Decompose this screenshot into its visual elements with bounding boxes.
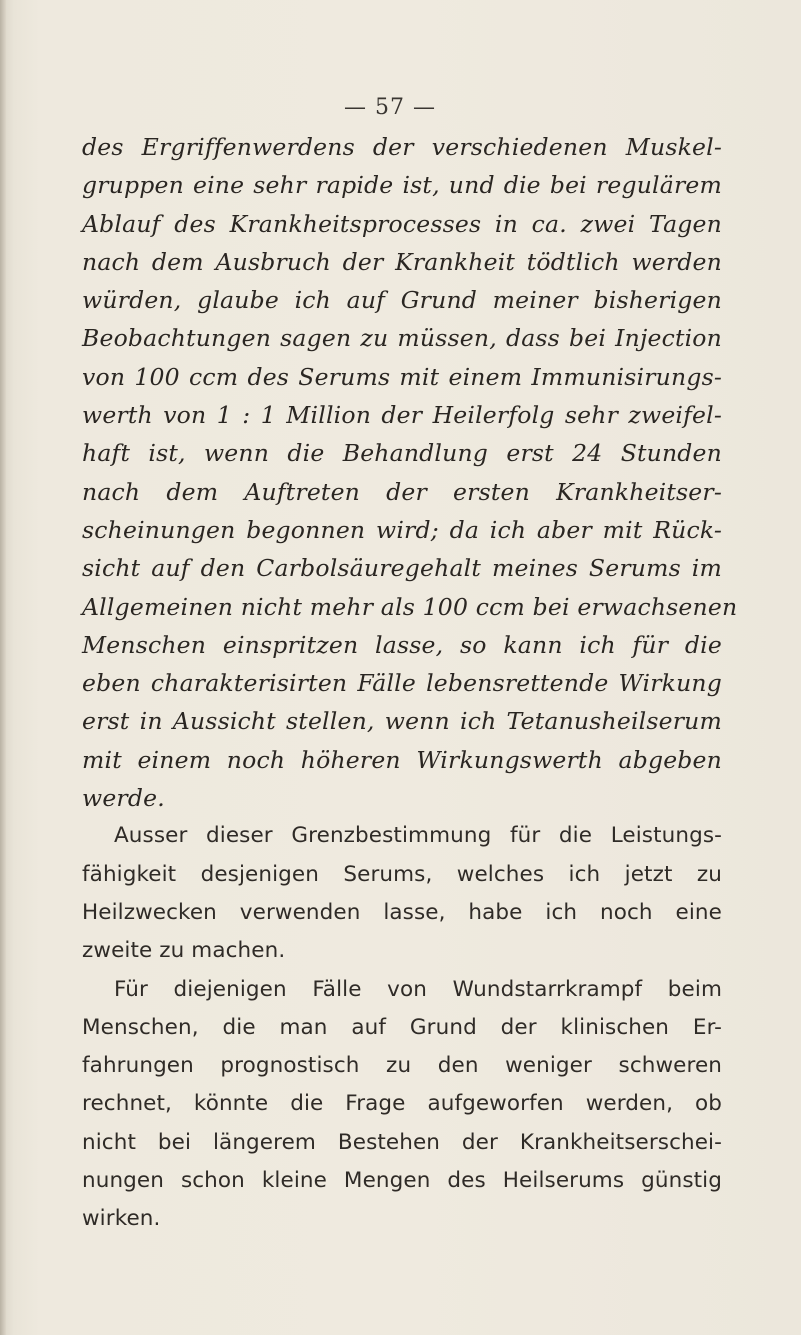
- italic-line: Allgemeinen nicht mehr als 100 ccm bei erwachsenen: [82, 592, 738, 621]
- italic-line: scheinungen begonnen wird; da ich aber mit Rück-: [82, 515, 722, 544]
- paragraph-line: Menschen, die man auf Grund der klinischen Er-: [82, 1014, 722, 1040]
- italic-line: gruppen eine sehr rapide ist, und die bei regulärem: [82, 171, 722, 200]
- italic-line: mit einem noch höheren Wirkungswerth abgeben: [82, 745, 722, 774]
- italic-line: werth von 1 : 1 Million der Heilerfolg sehr zweifel-: [82, 401, 722, 430]
- italic-line: erst in Aussicht stellen, wenn ich Tetanusheilserum: [82, 707, 722, 736]
- paragraph-line: fahrungen prognostisch zu den weniger schweren: [82, 1053, 722, 1079]
- paragraph-line: zweite zu machen.: [82, 938, 286, 964]
- italic-line: Ablauf des Krankheitsprocesses in ca. zwei Tagen: [82, 209, 722, 238]
- binding-edge: [0, 0, 6, 1335]
- italic-line: nach dem Ausbruch der Krankheit tödtlich werden: [82, 247, 722, 276]
- paragraph-line: nungen schon kleine Mengen des Heilserums günstig: [82, 1168, 722, 1194]
- page-number: — 57 —: [344, 95, 436, 120]
- paragraph-line: Heilzwecken verwenden lasse, habe ich noch eine: [82, 899, 722, 925]
- italic-line: haft ist, wenn die Behandlung erst 24 Stunden: [82, 439, 722, 468]
- italic-line: Beobachtungen sagen zu müssen, dass bei Injection: [82, 324, 722, 353]
- italic-line: werde.: [82, 784, 165, 813]
- paragraph-line: Für diejenigen Fälle von Wundstarrkrampf beim: [114, 976, 722, 1002]
- paragraph-line: fähigkeit desjenigen Serums, welches ich jetzt zu: [82, 861, 722, 887]
- italic-line: des Ergriffenwerdens der verschiedenen Muskel-: [82, 133, 722, 161]
- paragraph-line: wirken.: [82, 1206, 161, 1232]
- italic-line: sicht auf den Carbolsäuregehalt meines Serums im: [82, 554, 722, 583]
- italic-line: eben charakterisirten Fälle lebensrettende Wirkung: [82, 669, 722, 698]
- paragraph-line: Ausser dieser Grenzbestimmung für die Leistungs-: [114, 823, 722, 849]
- text-body: [82, 128, 738, 1239]
- italic-line: von 100 ccm des Serums mit einem Immunisirungs-: [82, 362, 722, 391]
- italic-line: nach dem Auftreten der ersten Krankheitser-: [82, 477, 722, 506]
- italic-line: Menschen einspritzen lasse, so kann ich für die: [82, 630, 722, 659]
- italic-line: würden, glaube ich auf Grund meiner bisherigen: [82, 286, 722, 315]
- paragraph-line: rechnet, könnte die Frage aufgeworfen werden, ob: [82, 1091, 722, 1117]
- paragraph-line: nicht bei längerem Bestehen der Krankheitserschei-: [82, 1129, 722, 1155]
